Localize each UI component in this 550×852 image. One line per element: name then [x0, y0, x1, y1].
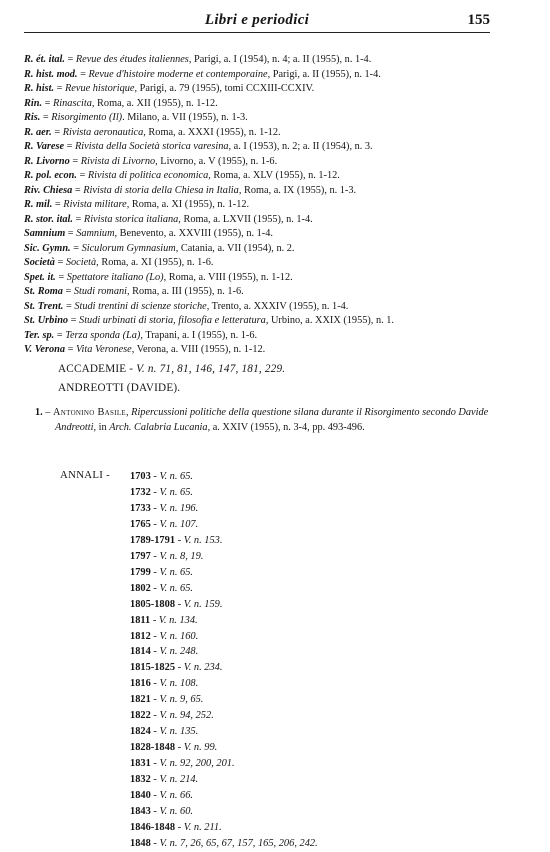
equals-sign: =: [40, 112, 52, 123]
abbreviation-row: [24, 271, 494, 286]
periodical-title: Vita Veronese: [76, 344, 132, 355]
periodical-title: Spettatore italiano (Lo): [66, 271, 164, 283]
periodical-details: , Catania, a. VII (1954), n. 2.: [175, 242, 295, 254]
dash-separator: -: [150, 486, 160, 498]
annali-refs: V. n. 7, 26, 65, 67, 157, 165, 206, 242.: [159, 837, 318, 849]
annali-row: [130, 485, 500, 501]
entry-details: , a. XXIV (1955), n. 3-4, pp. 493-496.: [207, 421, 365, 433]
abbreviation-key: Spet. it.: [24, 271, 56, 283]
equals-sign: =: [77, 68, 89, 80]
abbreviation-key: R. stor. ital.: [24, 213, 73, 225]
annali-row: [130, 740, 500, 756]
running-head: [24, 12, 490, 34]
annali-year: 1811: [130, 614, 151, 626]
abbreviation-key: Ris.: [24, 112, 41, 123]
periodical-details: , Roma, a. LXVII (1955), n. 1-4.: [178, 213, 313, 225]
annali-year: 1843: [130, 806, 151, 818]
periodical-details: , Livorno, a. V (1955), n. 1-6.: [155, 155, 278, 167]
annali-refs: V. n. 60.: [159, 806, 194, 818]
dash-separator: -: [150, 582, 160, 594]
abbreviation-row: [24, 155, 494, 170]
periodical-title: Società: [65, 257, 97, 268]
annali-row: [130, 772, 500, 788]
abbreviation-row: [24, 82, 494, 97]
dash-separator: -: [150, 694, 160, 706]
entry-number: 1.: [35, 407, 43, 418]
annali-label: ANNALI -: [60, 469, 111, 481]
periodical-title: Studi trentini di scienze storiche: [74, 300, 207, 312]
periodical-title: Studi romani: [73, 286, 127, 297]
entry-journal: Arch. Calabria Lucania: [109, 421, 208, 433]
accademie-label: ACCADEMIE -: [58, 363, 134, 375]
accademie-refs: V. n. 71, 81, 146, 147, 181, 229.: [136, 363, 286, 375]
annali-refs: V. n. 92, 200, 201.: [159, 758, 235, 770]
annali-refs: V. n. 107.: [159, 518, 199, 530]
dash-separator: -: [150, 774, 160, 786]
periodical-details: , Parigi, a. I (1954), n. 4; a. II (1955), n. 1-4.: [188, 54, 372, 65]
annali-row: [130, 629, 500, 645]
accademie-heading: [58, 360, 498, 379]
equals-sign: =: [70, 242, 82, 254]
periodical-details: , Roma, a. III (1955), n. 1-6.: [127, 286, 244, 297]
abbreviation-row: [24, 126, 494, 141]
annali-year: 1824: [130, 726, 151, 738]
periodical-details: , Verona, a. VIII (1955), n. 1-12.: [131, 344, 266, 355]
annali-row: [130, 565, 500, 581]
periodical-title: Revue des études italiennes: [75, 54, 189, 65]
abbreviation-key: R. mil.: [24, 199, 53, 210]
periodical-details: , Benevento, a. XXVIII (1955), n. 1-4.: [114, 228, 273, 239]
periodical-details: , Roma, a. XI (1955), n. 1-6.: [96, 257, 214, 268]
annali-refs: V. n. 108.: [159, 678, 199, 690]
annali-year: 1846-1848: [130, 821, 176, 833]
annali-row: [130, 692, 500, 708]
annali-year: 1828-1848: [130, 742, 176, 754]
annali-row: [130, 676, 500, 692]
entry-author: Antonino Basile: [53, 407, 126, 418]
entry-in: , in: [93, 421, 110, 433]
annali-refs: V. n. 65.: [159, 471, 194, 482]
annali-year: 1815-1825: [130, 662, 176, 674]
abbreviation-row: [24, 169, 494, 184]
abbreviation-key: St. Trent.: [24, 300, 64, 312]
periodical-title: Rivista aeronautica: [62, 126, 144, 138]
abbreviation-row: [24, 329, 494, 344]
abbreviation-key: Società: [24, 257, 55, 268]
periodical-title: Rivista storica italiana: [83, 213, 179, 225]
andreotti-heading: ANDREOTTI (DAVIDE).: [58, 381, 181, 394]
annali-refs: V. n. 134.: [158, 614, 198, 626]
periodical-title: Revue historique: [65, 83, 135, 94]
equals-sign: =: [69, 155, 81, 167]
abbreviation-key: R. aer.: [24, 126, 52, 138]
equals-sign: =: [42, 97, 53, 109]
abbreviation-key: V. Verona: [24, 344, 66, 355]
periodical-details: . Milano, a. VII (1955), n. 1-3.: [122, 112, 248, 123]
annali-year: 1703: [130, 471, 151, 482]
abbreviation-row: [24, 184, 494, 199]
abbreviation-row: [24, 68, 494, 83]
annali-refs: V. n. 66.: [159, 790, 194, 802]
header-rule: [24, 32, 490, 33]
abbreviation-key: Ter. sp.: [24, 329, 55, 341]
annali-year: 1805-1808: [130, 598, 176, 610]
abbreviation-key: Sic. Gymn.: [24, 242, 71, 254]
abbreviation-row: [24, 300, 494, 315]
annali-row: [130, 708, 500, 724]
annali-year: 1797: [130, 550, 151, 562]
annali-refs: V. n. 99.: [183, 742, 218, 754]
abbreviation-key: St. Roma: [24, 286, 63, 297]
annali-row: [130, 724, 500, 740]
annali-refs: V. n. 160.: [159, 630, 199, 642]
annali-refs: V. n. 214.: [159, 774, 199, 786]
annali-year: 1789-1791: [130, 534, 176, 546]
equals-sign: =: [54, 329, 66, 341]
equals-sign: =: [55, 271, 67, 283]
annali-refs: V. n. 153.: [183, 534, 223, 546]
abbreviation-key: R. Livorno: [24, 155, 70, 167]
dash-separator: -: [150, 614, 159, 626]
annali-year: 1832: [130, 774, 151, 786]
annali-year: 1802: [130, 582, 151, 594]
equals-sign: =: [72, 184, 84, 196]
annali-year: 1733: [130, 502, 151, 514]
abbreviation-row: [24, 213, 494, 228]
dash-separator: -: [150, 630, 160, 642]
annali-refs: V. n. 8, 19.: [159, 550, 204, 562]
running-head-title: Libri e periodici: [204, 12, 310, 28]
dash-separator: -: [150, 758, 160, 770]
abbreviation-key: R. hist. mod.: [24, 68, 78, 80]
dash-separator: -: [150, 790, 160, 802]
annali-refs: V. n. 65.: [159, 582, 194, 594]
annali-row: [130, 756, 500, 772]
abbreviation-key: Rin.: [24, 97, 43, 109]
annali-row: [130, 836, 500, 852]
annali-year: 1812: [130, 630, 151, 642]
annali-row: [130, 660, 500, 676]
periodical-title: Rivista di storia della Chiesa in Italia: [83, 184, 239, 196]
dash-separator: -: [175, 742, 184, 754]
periodical-title: Revue d'histoire moderne et contemporaine: [88, 68, 268, 80]
equals-sign: =: [63, 300, 75, 312]
abbreviation-row: [24, 227, 494, 242]
dash-separator: -: [150, 518, 160, 530]
periodical-details: , Roma, a. XXXI (1955), n. 1-12.: [143, 126, 281, 138]
annali-refs: V. n. 65.: [159, 486, 194, 498]
annali-year: 1814: [130, 646, 151, 658]
equals-sign: =: [65, 228, 77, 239]
periodical-title: Rivista militare: [63, 199, 127, 210]
annali-refs: V. n. 65.: [159, 566, 194, 578]
annali-year: 1732: [130, 486, 151, 498]
annali-year: 1822: [130, 710, 151, 722]
periodical-details: , Roma, a. XLV (1955), n. 1-12.: [208, 170, 340, 181]
annali-row: [130, 501, 500, 517]
annali-row: [130, 533, 500, 549]
periodical-title: Rivista della Società storica varesina: [75, 141, 229, 152]
abbreviation-row: [24, 111, 494, 126]
periodical-title: Rivista di politica economica: [87, 170, 209, 181]
dash-separator: -: [150, 502, 160, 514]
periodical-title: Studi urbinati di storia, filosofia e letteratura: [79, 315, 266, 326]
dash-separator: -: [175, 534, 184, 546]
abbreviation-key: Riv. Chiesa: [24, 184, 73, 196]
periodical-details: , Parigi, a. 79 (1955), tomi CCXIII-CCXIV.: [134, 83, 315, 94]
equals-sign: =: [54, 83, 66, 94]
dash-separator: -: [150, 837, 160, 849]
periodical-details: , Roma, a. IX (1955), n. 1-3.: [238, 184, 357, 196]
annali-row: [130, 788, 500, 804]
abbreviation-row: [24, 198, 494, 213]
annali-refs: V. n. 234.: [183, 662, 223, 674]
equals-sign: =: [72, 213, 84, 225]
equals-sign: =: [64, 54, 76, 65]
periodical-details: , Urbino, a. XXIX (1955), n. 1.: [265, 315, 394, 326]
annali-row: [130, 613, 500, 629]
annali-list: [130, 469, 500, 852]
abbreviation-key: R. hist.: [24, 83, 55, 94]
abbreviation-key: R. ét. ital.: [24, 54, 65, 65]
annali-row: [130, 581, 500, 597]
periodical-details: , Trento, a. XXXIV (1955), n. 1-4.: [206, 300, 349, 312]
abbreviation-row: [24, 53, 494, 68]
periodical-details: , a. I (1953), n. 2; a. II (1954), n. 3.: [228, 141, 373, 152]
periodical-details: , Roma, a. XII (1955), n. 1-12.: [91, 97, 218, 109]
periodical-title: Siculorum Gymnasium: [81, 242, 176, 254]
annali-refs: V. n. 196.: [159, 502, 199, 514]
abbreviation-key: R. Varese: [24, 141, 65, 152]
periodical-title: Samnium: [76, 228, 115, 239]
annali-refs: V. n. 159.: [183, 598, 223, 610]
annali-refs: V. n. 94, 252.: [159, 710, 214, 722]
dash-separator: -: [150, 566, 160, 578]
annali-row: [130, 469, 500, 485]
periodical-title: Risorgimento (Il): [51, 112, 123, 123]
annali-refs: V. n. 9, 65.: [159, 694, 204, 706]
abbreviation-key: St. Urbino: [24, 315, 69, 326]
bibliography-entry: 1. – Antonino Basile, Ripercussioni politiche della questione silana durante il Risorgimento secondo Davide Andreotti, in Arch. Calabria Lucania, a. XXIV (1955), n. 3-4, pp. 493-496.: [35, 407, 489, 433]
dash-separator: -: [175, 821, 184, 833]
abbreviation-key: R. pol. econ.: [24, 170, 77, 181]
periodical-details: , Roma, a. XI (1955), n. 1-12.: [126, 199, 250, 210]
index-headings: [58, 360, 498, 397]
periodical-details: , Roma, a. VIII (1955), n. 1-12.: [163, 271, 293, 283]
equals-sign: =: [68, 315, 80, 326]
periodical-details: , Parigi, a. II (1955), n. 1-4.: [267, 68, 381, 80]
equals-sign: =: [62, 286, 74, 297]
dash-separator: -: [150, 471, 160, 482]
periodical-title: Rivista di Livorno: [80, 155, 156, 167]
abbreviation-list: [24, 53, 494, 358]
annali-row: [130, 820, 500, 836]
page-number: 155: [467, 12, 490, 28]
annali-row: [130, 597, 500, 613]
annali-refs: V. n. 248.: [159, 646, 199, 658]
dash-separator: -: [150, 806, 160, 818]
abbreviation-row: [24, 314, 494, 329]
abbreviation-row: [24, 140, 494, 155]
annali-year: 1848: [130, 837, 151, 849]
annali-row: [130, 549, 500, 565]
dash-separator: -: [150, 678, 160, 690]
equals-sign: =: [52, 199, 64, 210]
dash-separator: -: [150, 726, 160, 738]
periodical-title: Terza sponda (La): [65, 329, 141, 341]
abbreviation-row: [24, 97, 494, 112]
equals-sign: =: [65, 344, 76, 355]
abbreviation-row: [24, 242, 494, 257]
annali-year: 1831: [130, 758, 151, 770]
annali-refs: V. n. 211.: [183, 821, 222, 833]
equals-sign: =: [54, 257, 66, 268]
dash-separator: -: [150, 646, 160, 658]
dash-separator: -: [175, 598, 184, 610]
abbreviation-key: Samnium: [24, 228, 66, 239]
annali-year: 1765: [130, 518, 151, 530]
abbreviation-row: [24, 256, 494, 271]
equals-sign: =: [64, 141, 76, 152]
annali-year: 1840: [130, 790, 151, 802]
annali-row: [130, 804, 500, 820]
dash-separator: -: [150, 710, 160, 722]
periodical-details: , Trapani, a. I (1955), n. 1-6.: [140, 329, 258, 341]
annali-refs: V. n. 135.: [159, 726, 199, 738]
annali-year: 1816: [130, 678, 151, 690]
abbreviation-row: [24, 285, 494, 300]
periodical-title: Rinascita: [53, 97, 92, 109]
annali-row: [130, 644, 500, 660]
abbreviation-row: [24, 343, 494, 358]
entry-title: Ripercussioni politiche della questione silana durante il Risorgimento secondo Davide Andreotti: [55, 407, 489, 433]
dash-separator: -: [150, 550, 160, 562]
annali-year: 1799: [130, 566, 151, 578]
equals-sign: =: [76, 170, 88, 181]
equals-sign: =: [51, 126, 63, 138]
annali-year: 1821: [130, 694, 151, 706]
annali-row: [130, 517, 500, 533]
dash-separator: -: [175, 662, 184, 674]
